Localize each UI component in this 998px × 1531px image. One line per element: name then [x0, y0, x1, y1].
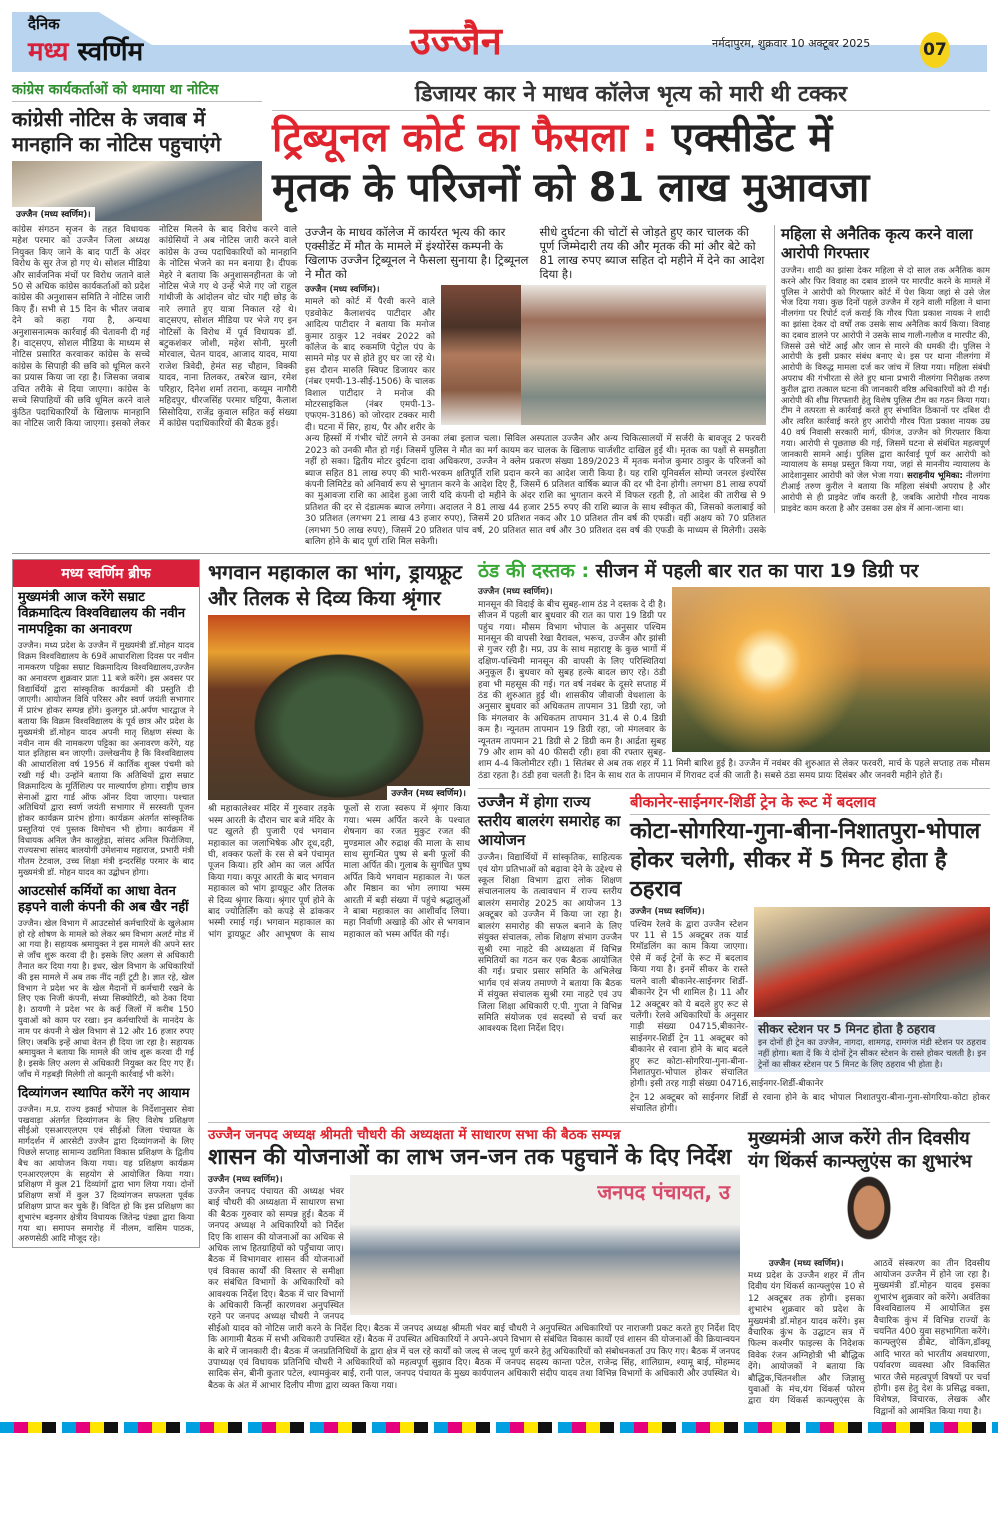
top-story-row	[12, 225, 990, 548]
top-headline-row	[12, 76, 990, 221]
janpad-body	[208, 1175, 740, 1393]
balrang-train-row	[478, 788, 990, 1115]
page-number-badge: 07	[920, 32, 950, 68]
tribunal-lead	[305, 225, 766, 281]
logo-red-text: मध्य	[28, 37, 69, 67]
cm-headline: मुख्यमंत्री आज करेंगे तीन दिवसीय यंग थिंकर्स कान्फ्लुएंस का शुभारंभ	[748, 1127, 972, 1172]
mahakal-headline: भगवान महाकाल का भांग, ड्रायफ्रूट और तिलक से दिव्य किया श्रृंगार	[208, 560, 463, 611]
congress-meeting-photo	[12, 161, 262, 221]
tribunal-subheadline: डिजायर कार ने माधव कॉलेज भृत्य को मारी थी टक्कर	[415, 82, 847, 107]
balrang-headline: उज्जैन में होगा राज्य स्तरीय बालरंग समारोह का आयोजन	[478, 793, 621, 850]
dateline: नर्मदापुरम, शुक्रवार 10 अक्टूबर 2025	[712, 37, 871, 50]
mahakal-shringar-photo	[208, 615, 470, 800]
cm-story	[748, 1127, 990, 1419]
article-text: मध्य प्रदेश के उज्जैन शहर में तीन दिवीय यंग थिंकर्स कान्फ्लुएंस 10 से 12 अक्टूबर तक होगी। इसका शुभारंभ शुक्रवार को प्रदेश के मुख्यमंत्री डॉ.मोहन यादव करेंगे। इस वैचारिक कुंभ के उद्घाटन सत्र में फिल्म कश्मीर फाइल्स के निदेशक विवेक रंजन अग्निहोत्री भी बौद्धिक देंगे। आयोजकों ने बताया कि बौद्धिक,चिंतनशील और जिज्ञासु युवाओं के मंच,यंग थिंकर्स फोरम द्वारा यंग थिंकर्स कान्फ्लुएंस के आठवें संस्करण का तीन दिवसीय आयोजन उज्जैन में होने जा रहा है। मुख्यमंत्री डॉ.मोहन यादव इसका शुभारंभ शुक्रवार को करेंगे। अवंतिका विश्वविद्यालय में आयोजित इस वैचारिक कुंभ में विभिन्न राज्यों के चयनित 400 युवा सहभागिता करेंगे। कान्फ्लुएंस डीबेट, वोकिंग,डॉक्यू आदि भारत को भारतीय अवधारणा, पर्यावरण व्यवस्था और विकसित भारत जैसे महत्वपूर्ण विषयों पर चर्चा होगी। इस हेतु देश के प्रसिद्ध वक्ता, विशेषज्ञ, विचारक, लेखक और विद्वानों को आमंत्रित किया गया है।	[748, 1258, 990, 1417]
brief-item	[13, 881, 199, 1083]
congress-kicker: कांग्रेस कार्यकर्ताओं को थमाया था नोटिस	[12, 82, 219, 98]
train-photo	[754, 907, 990, 1017]
foggy-sunrise-photo	[672, 587, 990, 752]
cm-body	[748, 1259, 990, 1419]
credit-label: सराहनीय भूमिका:	[907, 470, 963, 481]
train-side	[754, 907, 990, 1071]
byline: उज्जैन (मध्य स्वर्णिम)।	[630, 907, 705, 918]
train-kicker: बीकानेर-साईनगर-शिर्डी ट्रेन के रूट में बदलाव	[630, 793, 876, 812]
byline: उज्जैन (मध्य स्वर्णिम)।	[768, 1258, 844, 1269]
article-text: पश्चिम रेलवे के द्वारा उज्जैन स्टेशन पर 11 से 15 अक्टूबर तक यार्ड रिमॉडलिंग का काम किया जाएगा। ऐसे में कई ट्रेनों के रूट में बदलाव किया गया है। इनमें सीकर के रास्ते चलने वाली बीकानेर-साईनगर शिर्डी-बीकानेर ट्रेन भी शामिल है। 11 और 12 अक्टूबर को ये बदले हुए रूट से चलेंगी। रेलवे अधिकारियों के अनुसार गाड़ी संख्या 04715,बीकानेर-साईनगर-शिर्डी ट्रेन 11 अक्टूबर को बीकानेर से रवाना होने के बाद बदले हुए रूट कोटा-सोगरिया-गुना-बीना-निशातपुरा-भोपाल होकर संचालित होगी। इसी तरह गाड़ी संख्या 04716,साईनगर-शिर्डी-बीकानेर	[630, 919, 824, 1090]
arrest-story	[774, 225, 990, 513]
byline: उज्जैन (मध्य स्वर्णिम)।	[478, 587, 553, 598]
middle-row	[208, 559, 990, 1115]
article-text: मामले को कोर्ट में पैरवी करने वाले एडवोकेट कैलाशचंद पाटीदार और आदित्य पाटीदार ने बताया कि मनोज कुमार ठाकुर 12 नवंबर 2022 को कॉलेज के बाद रुकमणि पेट्रोल पंप के सामने मोड़ पर से होते हुए घर जा रहे थे। इस दौरान मारुति स्विफ्ट डिजायर कार (नंबर एमपी-13-सीई-1506) के चालक विशाल पाटीदार ने मनोज की मोटरसाइकिल (नंबर एमपी-13-एफएम-3186) को जोरदार टक्कर मारी दी। घटना में सिर, हाथ, पैर और शरीर के अन्य हिस्सों में गंभीर चोटें लगने से उनका लंबा इलाज चला। सिविल अस्पताल उज्जैन और अन्य चिकित्सालयों में सर्जरी के बावजूद 2 फरवरी 2023 को उनकी मौत हो गई। जिसमें पुलिस ने मौत का मर्ग कायम कर चालक के खिलाफ चार्जशीट दाखिल हुई थी। मृतक का पक्षों से समझौता नहीं हो सका। द्वितीय मोटर दुर्घटना दावा अधिकरण, उज्जैन ने क्लेम प्रकरण संख्या 189/2023 में मृतक मनोज कुमार ठाकुर के परिजनों को ब्याज सहित 81 लाख रुपए की भारी-भरकम क्षतिपूर्ति राशि प्रदान करने का आदेश जारी किया है। यह राशि यूनिवर्सल सोम्पो जनरल इंश्योरेंस कंपनी लिमिटेड को अनिवार्य रूप से भुगतान करने के आदेश दिए हैं, जिसमें 6 प्रतिशत वार्षिक ब्याज की दर भी देना होगी। लगभग 81 लाख रुपयों का मुआवजा राशि का आदेश हुआ जारी यदि कंपनी दो महीने के अंदर राशि का भुगतान करने में विफल रहती है, तो आदेश की तारीख से 9 प्रतिशत की दर से दंडात्मक ब्याज लगेगा। अदालत ने 81 लाख 44 हजार 255 रुपए की राशि ब्याज के साथ स्वीकृत की, जिसको कलाबाई को 30 प्रतिशत (लगभग 21 लाख 43 हजार रुपए), जिसमें 20 प्रतिशत नकद और 10 प्रतिशत तीन वर्ष की एफडी। वहीं अक्षय को 70 प्रतिशत (लगभग 50 लाख रुपए), जिसमें 20 प्रतिशत पांच वर्ष, 20 प्रतिशत सात वर्ष और 30 प्रतिशत दस वर्ष की एफडी के माध्यम से मिलेगी। उसके बालिग होने के बाद पूर्ण राशि मिल सकेगी।	[305, 297, 767, 547]
middle-right	[478, 559, 990, 1115]
brief-body: उज्जैन। म.प्र. राज्य इकाई भोपाल के निर्देशानुसार सेवा पखवाड़ा अंतर्गत दिव्यांगजन के लिए विशेष प्रशिक्षण सीईओ एसआरएलएम एवं सीईओ जिला पंचायत के मार्गदर्शन में आरसेटी उज्जैन द्वारा दिव्यांगजनों के लिए पिछले सप्ताह सामान्य उद्यमिता विकास प्रशिक्षण के द्वितीय बैच का आयोजन किया गया। यह प्रशिक्षण कार्यक्रम एनआरएलएम के सहयोग से आयोजित किया गया। प्रशिक्षण में कुल 21 दिव्यांगों द्वारा भाग लिया गया। दोनों प्रशिक्षण सत्रों में कुल 37 दिव्यांगजन सफलता पूर्वक प्रशिक्षण प्राप्त कर चुके हैं। विदित हो कि इस प्रशिक्षण का शुभारंभ बड़नगर क्षेत्रीय विधायक जितेन्द्र पंड्या द्वारा किया गया था। समापन समारोह में नीलम, वासिम पाठक, अरुणसेठी आदि मौजूद रहे।	[18, 1103, 194, 1244]
mahakal-story	[208, 559, 470, 941]
logo-small-text: दैनिक	[28, 15, 60, 33]
newspaper-logo	[28, 32, 143, 68]
box-headline: सीकर स्टेशन पर 5 मिनट होता है ठहराव	[758, 1022, 936, 1037]
janpad-kicker: उज्जैन जनपद अध्यक्ष श्रीमती चौधरी की अध्यक्षता में साधारण सभा की बैठक सम्पन्न	[208, 1126, 621, 1143]
tribunal-body	[305, 285, 766, 548]
divider	[272, 110, 990, 111]
train-story	[630, 793, 990, 1115]
article-text: कांग्रेस संगठन सृजन के तहत विधायक महेश परमार को उज्जैन जिला अध्यक्ष नियुक्त किए जाने के बाद पार्टी के अंदर विरोध के सुर तेज हो गए थे। सोशल मीडिया और सार्वजनिक मंचों पर विरोध जताने वाले 50 से अधिक कांग्रेस कार्यकर्ताओं को प्रदेश कांग्रेस की अनुशासन समिति ने नोटिस जारी किए हैं। सभी से 15 दिन के भीतर जवाब देने को कहा गया है, अन्यथा अनुशासनात्मक कार्रवाई की चेतावनी दी गई है। वाट्सएप, सोशल मीडिया के माध्यम से नोटिस प्रसारित करवाकर कांग्रेस के सच्चे कांग्रेस के सिपाही की छवि को धूमिल करने का प्रयास किया जा रहा है। जिसका जवाब उचित तरीके से दिया जाएगा। कांग्रेस के सच्चे सिपाहियों की छवि धूमिल करने वाले कुंठित पदाधिकारियों के खिलाफ मानहानि का नोटिस जारी किया जाएगा। इसको लेकर नोटिस मिलने के बाद विरोध करने वाले कांग्रेसियों ने अब नोटिस जारी करने वाले कांग्रेस के उच्च पदाधिकारियों को मानहानि के नोटिस भेजने का मन बनाया है। दीपक मेहरे ने बताया कि अनुशासनहीनता के जो नोटिस भेजे गए थे उन्हें भेजे गए जो राहुल गांधीजी के आंदोलन वोट चोर गद्दी छोड़ के नारे लगाते हुए यात्रा निकाल रहे थे। वाट्सएप, सोशल मीडिया पर भेजे गए इन नोटिसों के विरोध में पूर्व विधायक डॉ. बटुकशंकर जोशी, महेश सोनी, मुरली मोरवाल, चेतन यादव, आजाद यादव, माया राजेश त्रिवेदी, हेमंत सह चौहान, विक्की यादव, नाना तिलकर, तबरेज खान, रमेश परिहार, दिनेश शर्मा तराना, कय्यूम नागौरी महिदपुर, धीरजसिंह परमार घट्टिया, कैलाश सिसोदिया, राजेंद्र कुवाल सहित कई संख्या में कांग्रेस पदाधिकारियों की बैठक हुई।	[12, 225, 297, 429]
cm-photo-row	[748, 1176, 990, 1256]
brief-item	[13, 1083, 199, 1247]
tribunal-head-block	[272, 76, 990, 213]
headline-line-2: मृतक के परिजनों को 81 लाख मुआवजा	[272, 165, 870, 211]
lower-main	[208, 559, 990, 1418]
victim-portrait-photo	[441, 285, 521, 425]
cold-kicker: ठंड की दस्तक :	[478, 560, 590, 583]
section-divider	[12, 553, 990, 554]
section-title: उज्जैन	[410, 19, 502, 63]
janpad-meeting-photo	[350, 1175, 740, 1315]
article-text: उज्जैन। शादी का झांसा देकर महिला से दो साल तक अनैतिक काम करने और फिर विवाह का दबाव डालने पर मारपीट करने के मामले में पुलिस ने आरोपी को गिरफ्तार कोर्ट में पेश किया जहां से उसे जेल भेज दिया गया। कुछ दिनों पहले उज्जैन में रहने वाली महिला ने थाना नीलगंगा पर रिपोर्ट दर्ज कराई कि गौरव पिता प्रकाश नायक ने शादी का झांसा देकर दो वर्षों तक उसके साथ अनैतिक कार्य किया। विवाह का दबाव डालने पर आरोपी ने उसके साथ गाली-गलौज व मारपीट की, जिससे उसे चोटें आईं और जान से मारने की धमकी दी। पुलिस ने आरोपी के इसी प्रकार संबंध बनाए थे। इस पर थाना नीलगंगा में आरोपी के विरुद्ध मामला दर्ज कर जांच में लिया गया। महिला संबंधी अपराध की गंभीरता से लेते हुए थाना प्रभारी नीलगंगा निरीक्षक तरुण कुरील द्वारा तत्काल घटना की जानकारी वरिष्ठ अधिकारियों को दी गई। आरोपी की शीघ्र गिरफ्तारी हेतु विशेष पुलिस टीम का गठन किया गया। टीम ने तत्परता से कार्रवाई करते हुए संभावित ठिकानों पर दबिश दी और त्वरित कार्रवाई करते हुए आरोपी गौरव पिता प्रकाश नायक उम्र 40 वर्ष निवासी सरकारी मार्ग, फीगंज, उज्जैन को गिरफ्तार किया गया। आरोपी से पूछताछ की गई, जिसमें घटना से संबंधित महत्वपूर्ण जानकारी सामने आई। पुलिस द्वारा कार्रवाई पूर्ण कर आरोपी को न्यायालय के समक्ष प्रस्तुत किया गया, जहां से माननीय न्यायालय के आदेशानुसार आरोपी को जेल भेजा गया।	[781, 265, 990, 481]
brief-headline: आउटसोर्स कर्मियों का आधा वेतन हड़पने वाली कंपनी की अब खैर नहीं	[18, 883, 189, 915]
article-text: मानसून की विदाई के बीच सुबह-शाम ठंड ने दस्तक दे दी है। सीजन में पहली बार बुधवार की रात का पारा 19 डिग्री पर पहुंच गया। मौसम विभाग भोपाल के अनुसार पश्चिम मानसून की वापसी रेखा वैरावल, भरूच, उज्जैन और झांसी से गुजर रही है। मप्र, उप्र के साथ महाराष्ट्र के कुछ भागों में दक्षिण-पश्चिमी मानसून की वापसी के लिए परिस्थितियां अनुकूल हैं। बुधवार को सुबह हल्के बादल छाए रहे। ठंडी हवा भी महसूस की गई। गत वर्ष नवंबर के दूसरे सप्ताह में ठंड की शुरुआत हुई थी। शासकीय जीवाजी वेधशाला के अनुसार बुधवार को अधिकतम तापमान 31 डिग्री रहा, जो कि मंगलवार के अधिकतम तापमान 31.4 से 0.4 डिग्री कम है। न्यूनतम तापमान 19 डिग्री रहा, जो मंगलवार के न्यूनतम तापमान 21 डिग्री से 2 डिग्री कम है। आर्द्रता सुबह 79 और शाम को 40 फीसदी रही। हवा की रफ्तार सुबह-शाम 4-4 किलोमीटर रही। 1 सितंबर से अब तक शहर में 11 मिमी बारिश हुई है। उज्जैन में नवंबर की शुरुआत से लेकर फरवरी, मार्च के पहले सप्ताह तक मौसम ठंडा रहता है। ठंडी हवा चलती है। दिन के साथ रात के तापमान में गिरावट दर्ज की जाती है। सबसे ठंडा समय प्रायः दिसंबर और जनवरी महीने होते हैं।	[478, 599, 990, 781]
byline: उज्जैन (मध्य स्वर्णिम)।	[305, 285, 380, 295]
photo-caption: उज्जैन (मध्य स्वर्णिम)।	[387, 786, 470, 800]
congress-body	[12, 225, 297, 430]
balrang-story	[478, 793, 622, 1036]
tribunal-lead-2: सीधे दुर्घटना की चोटों से जोड़ते हुए कार चालक की पूर्ण जिम्मेदारी तय की और मृतक की मां और बेटे को 81 लाख रुपए ब्याज सहित दो महीने में देने का आदेश दिया है।	[539, 225, 765, 281]
headline-text: सीजन में पहली बार रात का पारा 19 डिग्री पर	[595, 560, 919, 583]
train-headline: कोटा-सोगरिया-गुना-बीना-निशातपुरा-भोपाल होकर चलेगी, सीकर में 5 मिनट होता है ठहराव	[630, 819, 981, 903]
tribunal-lead-1: उज्जैन के माधव कॉलेज में कार्यरत भृत्य की कार एक्सीडेंट में मौत के मामले में इंश्योरेंस कम्पनी के खिलाफ उज्जैन ट्रिब्यूनल ने फैसला सुनाया है। ट्रिब्यूनल ने मौत को	[305, 225, 529, 281]
brief-header: मध्य स्वर्णिम ब्रीफ	[13, 560, 199, 587]
brief-column	[12, 559, 200, 1248]
train-tail: ट्रेन 12 अक्टूबर को साईनगर शिर्डी से रवाना होने के बाद भोपाल निशातपुरा-बीना-गुना-सोगरिया-कोटा होकर संचालित होगी।	[630, 1092, 990, 1115]
masthead	[12, 0, 990, 76]
tribunal-story	[305, 225, 766, 548]
college-building-photo	[521, 285, 766, 425]
janpad-headline: शासन की योजनाओं का लाभ जन-जन तक पहुचानें के दिए निर्देश	[208, 1144, 732, 1170]
photo-banner-text: जनपद पंचायत, उ	[597, 1179, 730, 1204]
balrang-body: उज्जैन। विद्यार्थियों में सांस्कृतिक, साहित्यक एवं योग प्रतिभाओं को बढ़ावा देने के उद्देश्य से स्कूल शिक्षा विभाग द्वारा लोक शिक्षण संचालनालय के तत्वावधान में राज्य स्तरीय बालरंग समारोह 2025 का आयोजन 13 अक्टूबर को उज्जैन में किया जा रहा है। बालरंग समारोह की सफल बनाने के लिए संयुक्त संचालक, लोक शिक्षण संभाग उज्जैन सुश्री रमा नाहटे की अध्यक्षता में विभिन्न समितियों का गठन कर एक बैठक आयोजित की गई। प्रचार प्रसार समिति के अभिलेख भार्गव एवं संजय तमाण्णे ने बताया कि बैठक में संयुक्त संचालक सुश्री रमा नाहटे एवं उप जिला शिक्षा अधिकारी ए.पी. गुप्ता ने विभिन्न समिति संयोजक एवं सदस्यों से चर्चा कर आवश्यक दिशा निर्देश दिए।	[478, 853, 622, 1035]
divider	[630, 814, 990, 815]
bottom-row	[208, 1122, 990, 1419]
congress-head-block	[12, 76, 262, 221]
chief-minister-photo	[836, 1176, 902, 1256]
photo-caption: उज्जैन (मध्य स्वर्णिम)।	[12, 207, 95, 221]
box-body: इन दोनों ही ट्रेन का उज्जैन, नागदा, शामगढ़, रामगंज मंडी स्टेशन पर ठहराव नहीं होगा। बता दें कि ये दोनों ट्रेन सीकर स्टेशन के रास्ते होकर चलती है। इन ट्रेनों का सीकर स्टेशन पर 5 मिनट के लिए ठहराव भी होता है।	[758, 1037, 986, 1069]
train-body	[630, 907, 990, 1091]
brief-headline: मुख्यमंत्री आज करेंगे सम्राट विक्रमादित्य विश्वविद्यालय की नवीन नामपट्टिका का अनावरण	[18, 590, 186, 638]
mahakal-body	[208, 804, 470, 941]
arrest-body	[781, 265, 990, 513]
article-text: श्री महाकालेश्वर मंदिर में गुरुवार तड़के भस्म आरती के दौरान चार बजे मंदिर के पट खुलते ही पुजारी एवं भगवान महाकाल का जलाभिषेक और दूध,दही, घी, शक्कर फलों के रस से बने पंचामृत पूजन किया। हरि ओम का जल अर्पित किया गया। कपूर आरती के बाद भगवान महाकाल को भांग ड्रायफ्रूट और तिलक से दिव्य श्रृंगार किया। श्रृंगार पूर्ण होने के बाद ज्योतिर्लिंग को कपड़े से ढांककर भस्मी रमाई गई। भगवान महाकाल का भांग ड्रायफ्रूट और आभूषण के साथ फूलों से राजा स्वरूप में श्रृंगार किया गया। भस्म अर्पित करने के पश्चात शेषनाग का रजत मुकुट रजत की मुण्डमाल और रुद्राक्ष की माला के साथ साथ सुगन्धित पुष्प से बनी फूलों की माला अर्पित की। गुलाब के सुगंधित पुष्प अर्पित किये भगवान महाकाल ने। फल और मिष्ठान का भोग लगाया भस्म आरती में बड़ी संख्या में पहुंचे श्रद्धालुओं ने बाबा महाकाल का आशीर्वाद लिया। महा निर्वाणी अखाड़े की ओर से भगवान महाकाल को भस्म अर्पित की गई।	[208, 804, 470, 940]
cold-headline	[478, 559, 990, 583]
brief-body: उज्जैन। खेल विभाग में आउटसोर्स कर्मचारियों के खुलेआम हो रहे शोषण के मामले को लेकर श्रम विभाग अलर्ट मोड में आ गया है। सहायक श्रमायुक्त ने इस मामले की अपने स्तर से जाँच शुरू करवा दी है। इसके लिए अलग से अधिकारी तैनात कर दिया गया है। इधर, खेल विभाग के अधिकारियों की इस मामले में अब तक नींद नहीं टूटी है। ज्ञात रहे, खेल विभाग ने प्रदेश भर के खेल मैदानों में कर्मचारी रखने के लिए एक निजी कंपनी, संध्या सिक्योरिटी, को ठेका दिया है। ठायणी ने प्रदेश भर के कई जिलों में करीब 150 युवाओं को काम पर रखा। इन कर्मचारियों के मानदेय के नाम पर कंपनी ने खेल विभाग से 12 और 16 हजार रुपए लिए। जबकि इन्हें आधा वेतन ही दिया जा रहा है। सहायक श्रमायुक्त ने बताया कि मामले की जांच शुरू करवा दी गई है। इसके लिए अलग से अधिकारी नियुक्त कर दिए गए हैं। जाँच में गड़बड़ी मिलेगी तो कानूनी कार्रवाई भी करेंगे।	[18, 917, 194, 1080]
article-text: उज्जैन जनपद पंचायत की अध्यक्ष भंवर बाई चौधरी की अध्यक्षता में साधारण सभा की बैठक गुरुवार को सम्पन्न हुई। बैठक में जनपद अध्यक्ष ने अधिकारियों को निर्देश दिए कि शासन की योजनाओं का अधिक से अधिक लाभ हितग्राहियों को पहुँचाया जाए। बैठक में विभागवार शासन की योजनाओं एवं विकास कार्यों की विस्तार से समीक्षा कर संबंधित विभागों के अधिकारियों को आवश्यक निर्देश दिए। बैठक में चार विभागों के अधिकारी किन्हीं कारणवश अनुपस्थित रहने पर जनपद अध्यक्ष चौधरी ने जनपद सीईओ यादव को नोटिस जारी करने के निर्देश दिए। बैठक में जनपद अध्यक्ष श्रीमती भंवर बाई चौधरी ने अनुपस्थित अधिकारियों पर नाराजगी प्रकट करते हुए निर्देश दिए कि आगामी बैठक में सभी अधिकारी उपस्थित रहें। बैठक में उपस्थित अधिकारियों ने अपने-अपने विभाग से संबंधित विकास कार्यों एवं शासन की योजनाओं की क्रियान्वयन के बारे में जानकारी दी। बैठक में जनप्रतिनिधियों के द्वारा क्षेत्र में चल रहे कार्यों को जल्द से जल्द पूर्ण करने हेतु अधिकारियों को संबोधनकर्ता उप किए गए। बैठक में जनपद उपाध्यक्ष एवं विधायक प्रतिनिधि चौधरी ने अधिकारियों को महत्वपूर्ण सुझाव दिए। बैठक में जनपद सदस्य कान्ता पटेल, राजेन्द्र सिंह, शालिग्राम, श्यामू बाई, मोहम्मद सादिक सेन, बीनी कुतार पटेल, श्यामकुंवर बाई, रानी पाल, जनपद पंचायत के मुख्य कार्यपालन अधिकारी संदीप यादव तथा विभिन्न विभागों के अधिकारी और उपस्थित थे। बैठक के अंत में आभार दिलीप मीणा द्वारा व्यक्त किया गया।	[208, 1186, 740, 1391]
arrest-headline: महिला से अनैतिक कृत्य करने वाला आरोपी गिरफ्तार	[781, 225, 973, 262]
brief-item	[13, 587, 199, 881]
cold-body	[478, 587, 990, 782]
janpad-story	[208, 1127, 740, 1393]
color-registration-bar	[0, 1422, 998, 1433]
tribunal-photos	[441, 285, 766, 425]
brief-headline: दिव्यांगजन स्थापित करेंगे नए आयाम	[18, 1085, 190, 1101]
lower-section	[12, 559, 990, 1418]
tribunal-headline	[272, 113, 990, 213]
train-info-box	[754, 1020, 990, 1071]
brief-body: उज्जैन। मध्य प्रदेश के उज्जैन में मुख्यमंत्री डॉ.मोहन यादव विक्रम विश्वविद्यालय के 69वें आधारशिला दिवस पर नवीन नामकरण पट्टिका सम्राट विक्रमादित्य विश्वविद्यालय,उज्जैन का अनावरण शुक्रवार प्रातः 11 बजे करेंगे। इस अवसर पर विद्यार्थियों द्वारा सांस्कृतिक कार्यक्रमों की प्रस्तुति दी जाएगी। आयोजन विवि परिसर और स्वर्ण जयंती सभागार में प्रारंभ होकर सम्पन्न होंगे। कुलगुरु प्रो.अर्पण भारद्वाज ने बताया कि विक्रम विश्वविद्यालय के पूर्व छात्र और प्रदेश के मुख्यमंत्री डॉ.मोहन यादव अपनी मातृ शिक्षण संस्था के नवीन नाम की नामकरण पट्टिका का अनावरण करेंगे, यह यात इतिहास बन जाएगी। उल्लेखनीय है कि विश्वविद्यालय की आधारशिला वर्ष 1956 में कार्तिक शुक्ल पंचमी को रखी गई थी। उन्होंने बताया कि अतिथियों द्वारा सम्राट विक्रमादित्य के मूर्तिशिल्प पर माल्यार्पण होगा। राष्ट्रीय छात्र सेनाओं द्वारा गार्ड ऑफ ऑनर दिया जाएगा। पश्चात अतिथियों द्वारा स्वर्ण जयंती सभागार में सरस्वती पूजन होकर कार्यक्रम प्रारंभ होगा। कार्यक्रम अंतर्गत सांस्कृतिक प्रस्तुतियां एवं पुस्तक विमोचन भी होगा। कार्यक्रम में विधायक अनिल जैन कालूहेड़ा, सांसद अनिल फिरोजिया, राज्यसभा सांसद बालयोगी उमेशनाथ महाराज, प्रभारी मंत्री गौतम टेटवाल, उच्च शिक्षा मंत्री इन्दरसिंह परमार के बाद मुख्यमंत्री डॉ. मोहन यादव का उद्बोधन होगा।	[18, 640, 194, 878]
headline-black: एक्सीडेंट में	[671, 115, 833, 161]
logo-black-text: स्वर्णिम	[77, 37, 144, 67]
congress-headline: कांग्रेसी नोटिस के जवाब में मानहानि का नोटिस पहुचाएंगे	[12, 107, 221, 156]
article-text: नीलगंगा टीआई तरुण कुरील ने बताया कि महिला संबंधी अपराध है और आरोपी से ही प्राइवेट जॉब करती है, जबकि आरोपी गौरव नायक प्राइवेट काम करता है और उसका उस क्षेत्र में आना-जाना था।	[781, 470, 990, 513]
divider	[12, 101, 262, 102]
headline-red: ट्रिब्यूनल कोर्ट का फैसला :	[272, 115, 658, 161]
byline: उज्जैन (मध्य स्वर्णिम)।	[208, 1174, 283, 1185]
